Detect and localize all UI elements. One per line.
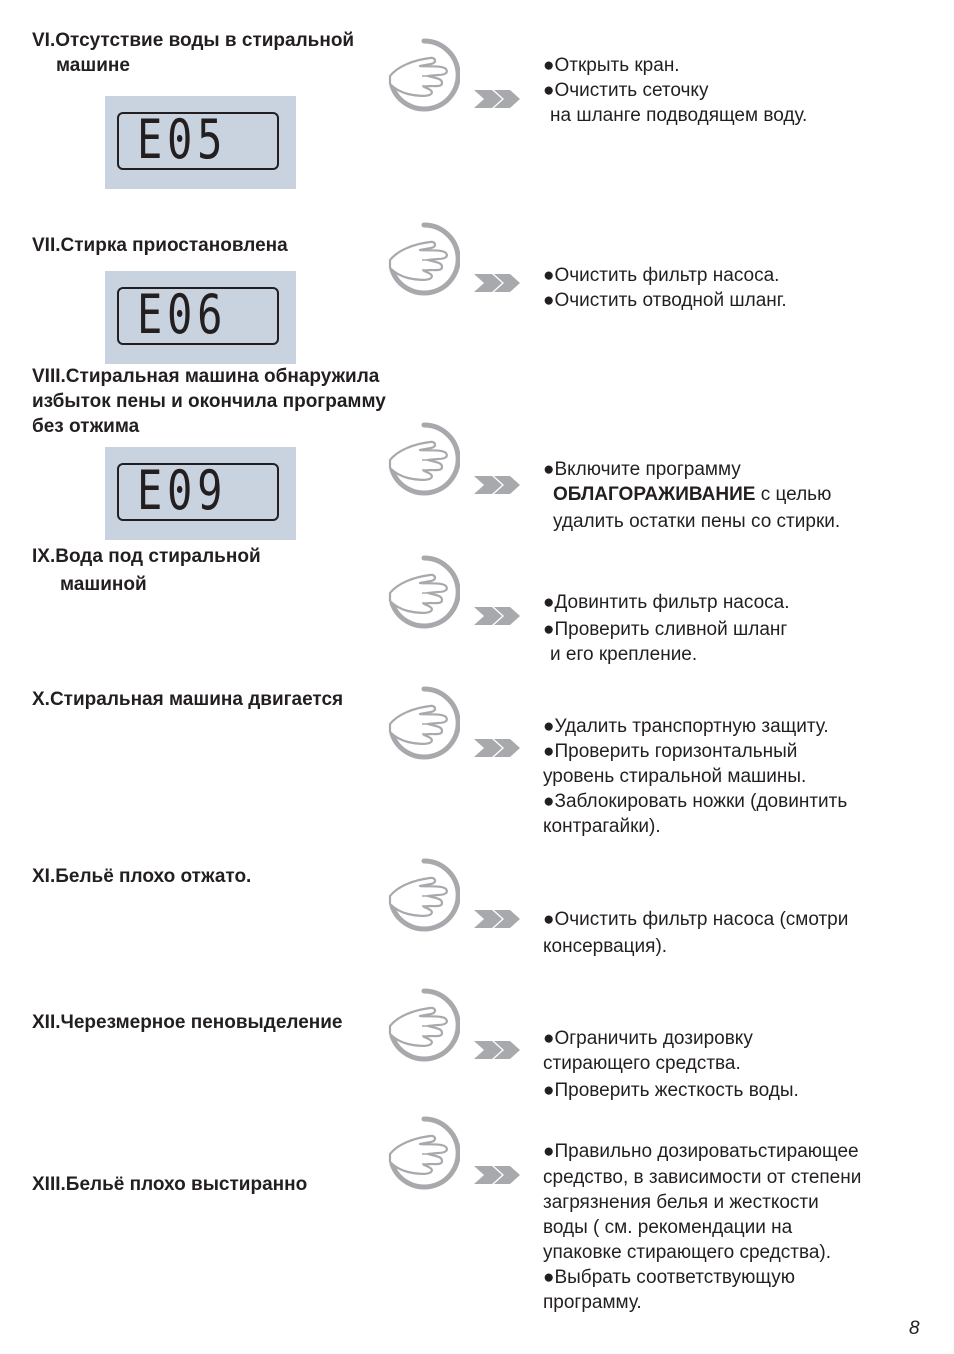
action-list-ix — [543, 590, 790, 667]
action-line: ●Заблокировать ножки (довинтить — [543, 791, 848, 812]
action-line: ●Очистить сеточку — [543, 80, 709, 101]
action-list-xiii — [543, 1139, 861, 1315]
section-title-vi — [32, 28, 354, 78]
action-line: упаковке стирающего средства). — [543, 1242, 832, 1263]
action-line: на шланге подводящем воду. — [550, 105, 808, 126]
action-line: программу. — [543, 1292, 642, 1313]
title-line: VI.Отсутствие воды в стиральной — [32, 30, 355, 51]
hand-icon — [384, 36, 460, 112]
program-name: ОБЛАГОРАЖИВАНИЕ — [553, 484, 756, 505]
section-title-viii — [32, 364, 386, 439]
action-line: ●Проверить жесткость воды. — [543, 1080, 799, 1101]
section-title-xi — [32, 864, 251, 889]
double-arrow-icon — [474, 474, 522, 496]
title-line: избыток пены и окончила программу — [32, 391, 386, 412]
action-line: и его крепление. — [550, 644, 698, 665]
title-line: XI.Бельё плохо отжато. — [32, 866, 252, 887]
lcd-display-e09 — [105, 447, 296, 540]
action-line: загрязнения белья и жесткости — [543, 1192, 819, 1213]
page-number: 8 — [909, 1318, 920, 1339]
action-list-vii — [543, 263, 787, 313]
double-arrow-icon — [474, 737, 522, 759]
action-list-xi — [543, 907, 848, 959]
action-line: ●Очистить отводной шланг. — [543, 290, 787, 311]
action-line: ●Довинтить фильтр насоса. — [543, 592, 790, 613]
hand-icon — [384, 684, 460, 760]
action-line: удалить остатки пены со стирки. — [553, 511, 841, 532]
action-line: ●Проверить горизонтальный — [543, 741, 798, 762]
lcd-display-e06 — [105, 271, 296, 364]
section-title-xiii — [32, 1172, 307, 1197]
double-arrow-icon — [474, 1164, 522, 1186]
action-list-viii — [543, 457, 840, 534]
lcd-display-e05 — [105, 96, 296, 189]
hand-icon — [384, 553, 460, 629]
action-line: ●Включите программу — [543, 459, 741, 480]
action-line: ●Очистить фильтр насоса (смотри — [543, 909, 849, 930]
action-line: ●Ограничить дозировку — [543, 1028, 753, 1049]
double-arrow-icon — [474, 908, 522, 930]
double-arrow-icon — [474, 605, 522, 627]
title-line: VIII.Стиральная машина обнаружила — [32, 366, 380, 387]
action-line — [543, 482, 840, 507]
action-line: ●Правильно дозироватьстирающее — [543, 1141, 859, 1162]
action-line: ●Проверить сливной шланг — [543, 619, 788, 640]
title-line: XIII.Бельё плохо выстиранно — [32, 1174, 308, 1195]
title-line: без отжима — [32, 416, 140, 437]
title-line: VII.Стирка приостановлена — [32, 235, 288, 256]
action-line: воды ( см. рекомендации на — [543, 1217, 793, 1238]
double-arrow-icon — [474, 1039, 522, 1061]
action-line: консервация). — [543, 936, 668, 957]
action-list-xii — [543, 1026, 799, 1103]
action-line: стирающего средства. — [543, 1053, 741, 1074]
action-list-x — [543, 714, 847, 839]
action-line: средство, в зависимости от степени — [543, 1167, 862, 1188]
action-line: ●Очистить фильтр насоса. — [543, 265, 780, 286]
hand-icon — [384, 986, 460, 1062]
double-arrow-icon — [474, 88, 522, 110]
section-title-x — [32, 687, 343, 712]
action-line: ●Удалить транспортную защиту. — [543, 716, 829, 737]
section-title-vii — [32, 233, 288, 258]
action-line: контрагайки). — [543, 816, 661, 837]
action-text: с целью — [755, 484, 832, 505]
error-code: E09 — [137, 459, 228, 522]
section-title-ix — [32, 544, 261, 597]
hand-icon — [384, 1114, 460, 1190]
section-title-xii — [32, 1010, 343, 1035]
title-line: XII.Черезмерное пеновыделение — [32, 1012, 343, 1033]
hand-icon — [384, 220, 460, 296]
action-list-vi — [543, 53, 807, 128]
action-line: ●Выбрать соответствующую — [543, 1267, 795, 1288]
title-line: машине — [56, 55, 130, 76]
title-line: IX.Вода под стиральной — [32, 546, 261, 567]
double-arrow-icon — [474, 272, 522, 294]
action-line: ●Открыть кран. — [543, 55, 680, 76]
title-line: машиной — [60, 574, 147, 595]
error-code: E05 — [137, 108, 228, 171]
hand-icon — [384, 420, 460, 496]
hand-icon — [384, 856, 460, 932]
title-line: X.Стиральная машина двигается — [32, 689, 344, 710]
error-code: E06 — [137, 283, 228, 346]
action-line: уровень стиральной машины. — [543, 766, 807, 787]
